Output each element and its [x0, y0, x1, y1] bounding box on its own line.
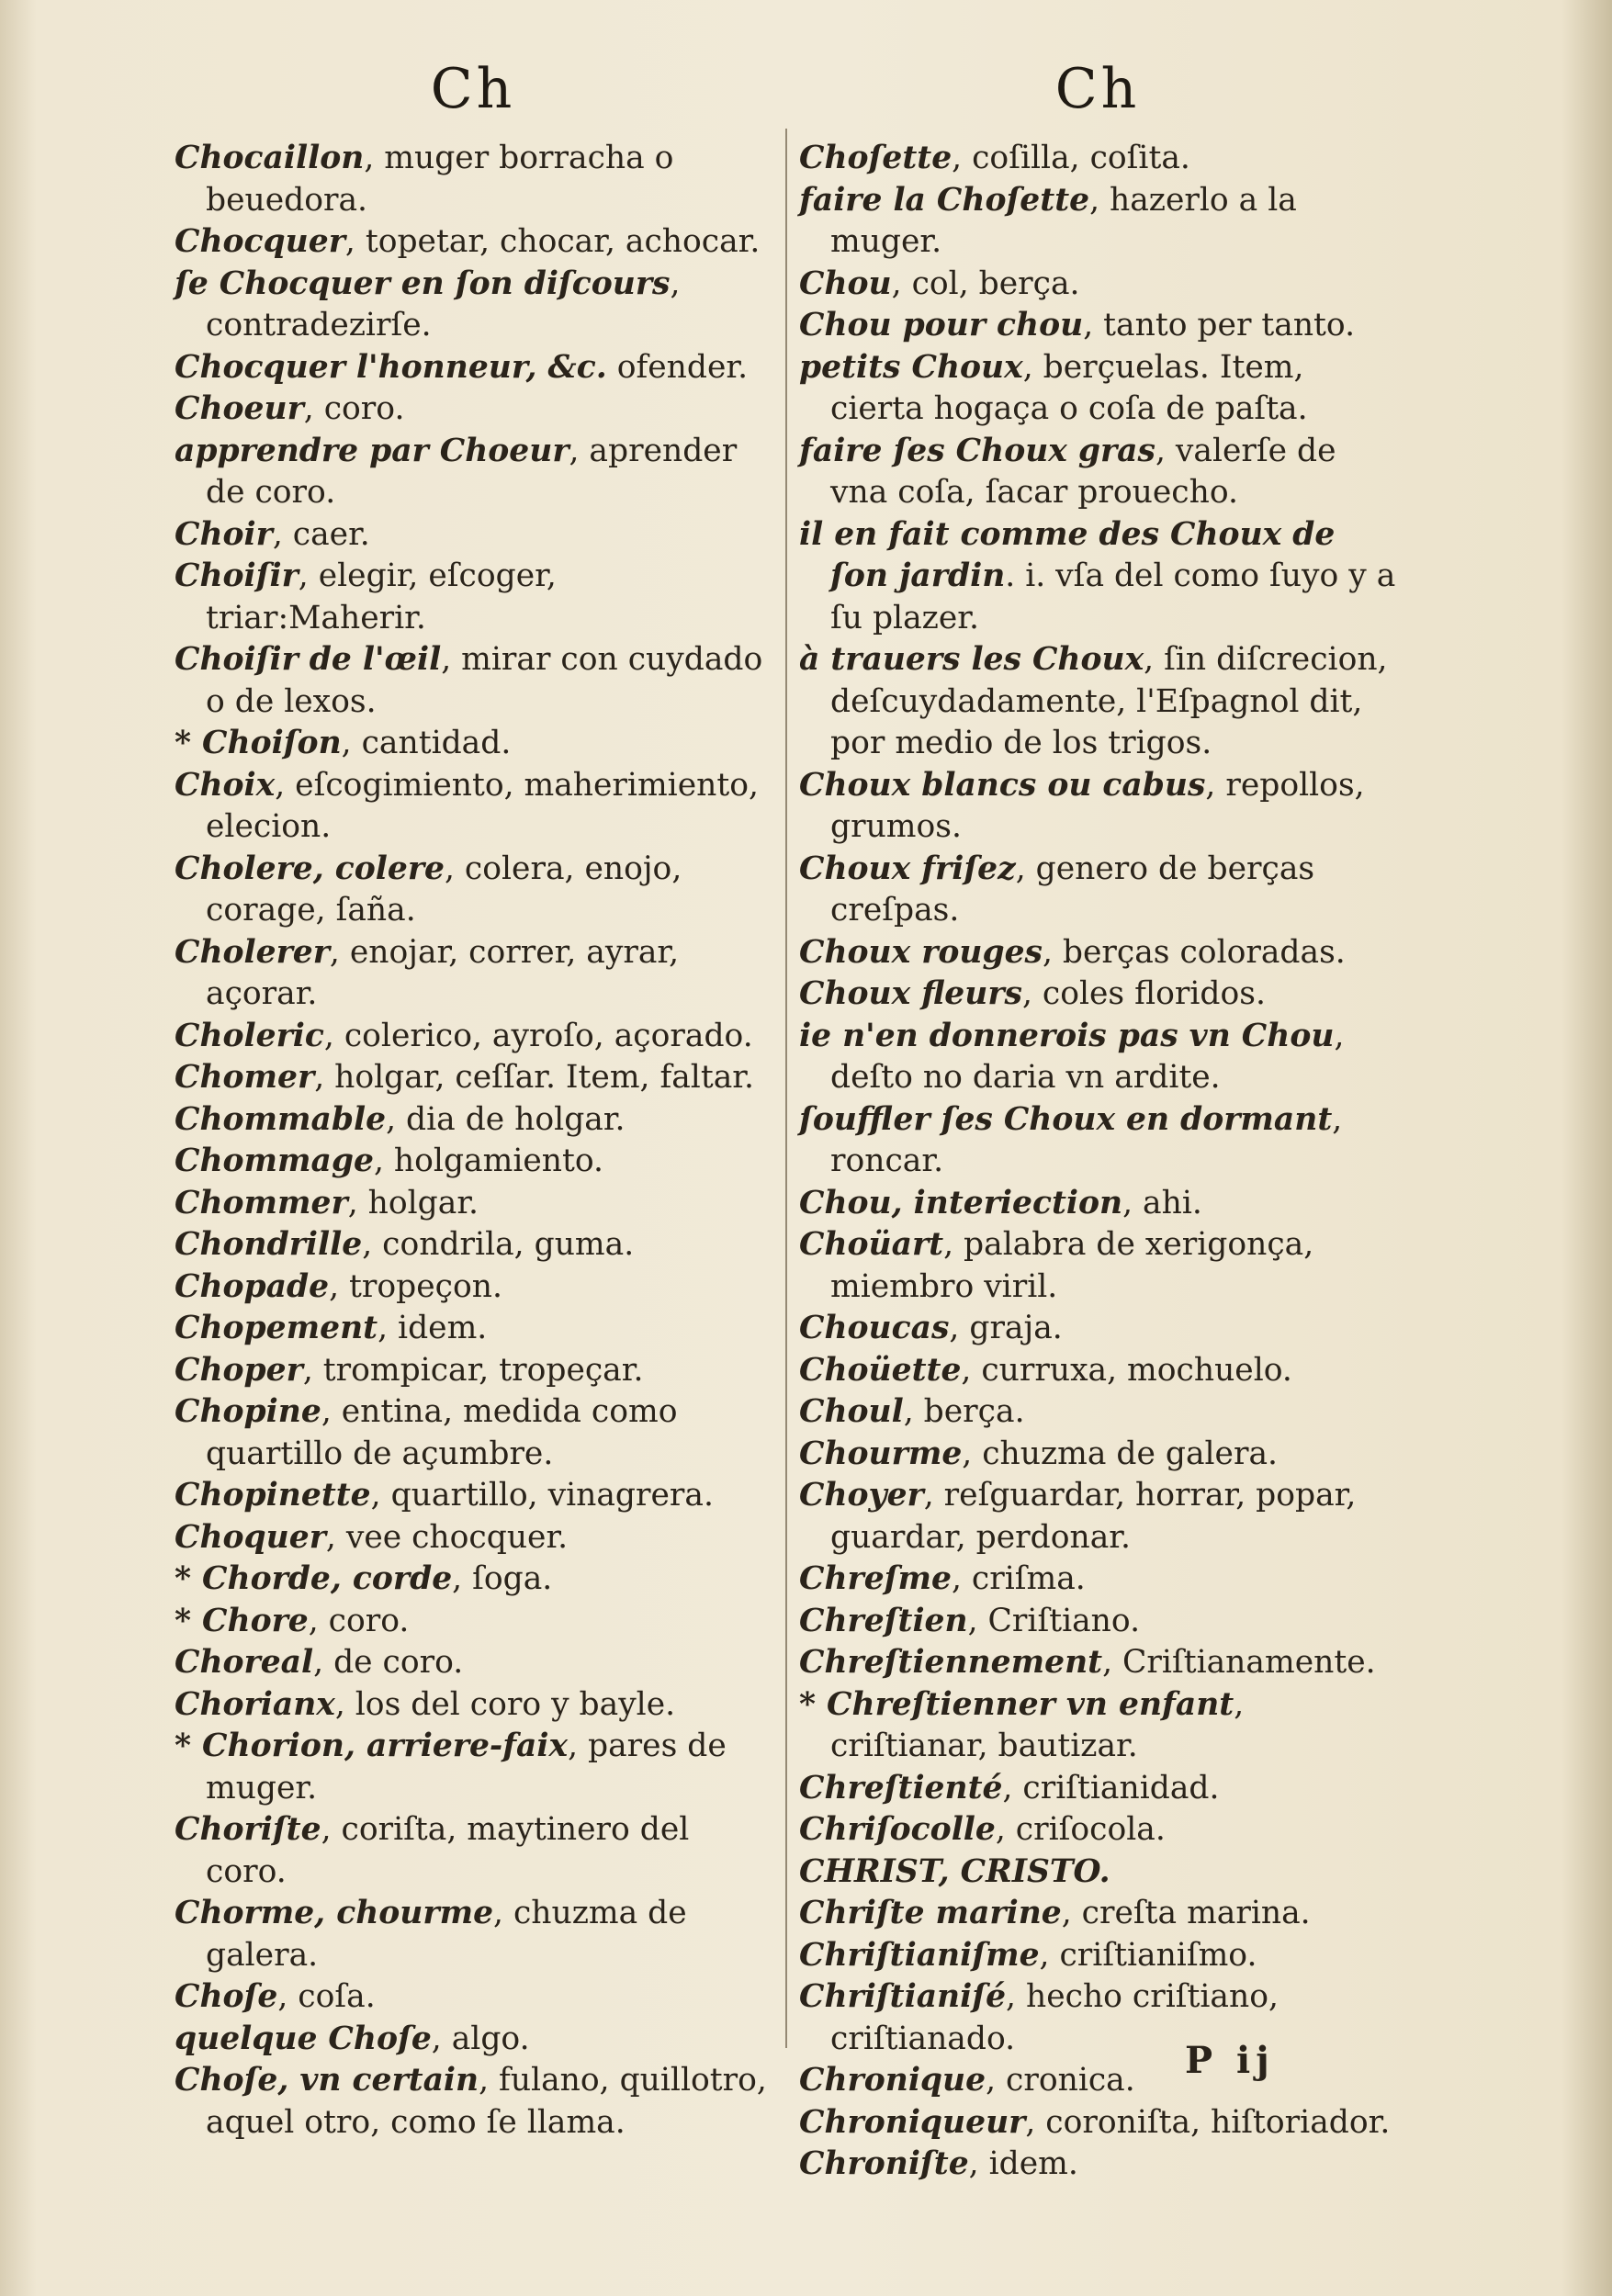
entry: faire ſes Choux gras, valerſe de vna coſa, ſacar prouecho. [799, 432, 1336, 511]
entry: Choper, trompicar, tropeçar. [175, 1351, 644, 1389]
entry: Chommage, holgamiento. [175, 1142, 603, 1179]
entry: Choleric, colerico, ayroſo, açorado. [175, 1017, 753, 1054]
entry: il en fait comme des Choux de ſon jardin. i. vſa del como ſuyo y a ſu plazer. [799, 515, 1396, 636]
entry: Chommer, holgar. [175, 1184, 479, 1221]
entry: Choſe, vn certain, fulano, quillotro, aquel otro, como ſe llama. [175, 2062, 767, 2141]
entry: à trauers les Choux, ſin diſcrecion, deſcuydadamente, l'Eſpagnol dit, por medio de los trigos. [799, 641, 1388, 761]
right-column [799, 138, 1396, 2186]
entry: ie n'en donnerois pas vn Chou, deſto no daria vn ardite. [799, 1017, 1345, 1096]
entry: Choſette, coſilla, coſita. [799, 140, 1190, 176]
entry: Chondrille, condrila, guma. [175, 1226, 635, 1263]
entry: Cholere, colere, colera, enojo, corage, ſaña. [175, 850, 682, 929]
entry: Chopinette, quartillo, vinagrera. [175, 1477, 714, 1514]
entry: * Choiſon, cantidad. [175, 725, 512, 761]
entry: Chopine, entina, medida como quartillo de açumbre. [175, 1393, 678, 1472]
entry: Choüette, curruxa, mochuelo. [799, 1351, 1292, 1389]
entry: Choeur, coro. [175, 390, 405, 427]
entry: Choux rouges, berças coloradas. [799, 933, 1346, 971]
entry: Chommable, dia de holgar. [175, 1100, 626, 1138]
entry: Chorianx, los del coro y bayle. [175, 1685, 676, 1723]
entry: Chocquer, topetar, chocar, achocar. [175, 223, 761, 260]
entry: petits Choux, berçuelas. Item, cierta hogaça o coſa de paſta. [799, 348, 1308, 427]
entry: ſouffler ſes Choux en dormant, roncar. [799, 1100, 1343, 1179]
entry: Chreſtien, Criſtiano. [799, 1602, 1141, 1639]
signature-mark: P ij [1185, 2039, 1275, 2082]
entry: Choquer, vee chocquer. [175, 1518, 569, 1556]
entry: Chreſme, criſma. [799, 1560, 1086, 1597]
entry: CHRIST, CRISTO. [799, 1852, 1110, 1890]
entry: Chriſtianiſme, criſtianiſmo. [799, 1936, 1257, 1974]
entry: Choſe, coſa. [175, 1978, 376, 2015]
entry: Choriſte, coriſta, maytinero del coro. [175, 1811, 690, 1890]
column-divider [785, 129, 787, 2048]
entry: Chou, col, berça. [799, 264, 1080, 302]
entry: Choix, eſcogimiento, maherimiento, elecion. [175, 766, 759, 845]
entry: Chou pour chou, tanto per tanto. [799, 307, 1356, 343]
entry: Chronique, cronica. [799, 2062, 1135, 2099]
entry: Chorme, chourme, chuzma de galera. [175, 1895, 687, 1974]
entry: Choucas, graja. [799, 1310, 1063, 1346]
entry: Chreſtienté, criſtianidad. [799, 1769, 1220, 1806]
entry: * Chreſtienner vn enfant, criſtianar, bautizar. [799, 1685, 1245, 1764]
entry: Chopade, tropeçon. [175, 1267, 502, 1305]
entry: Choux fleurs, coles floridos. [799, 975, 1266, 1012]
entry: Chourme, chuzma de galera. [799, 1435, 1279, 1472]
entry: Choyer, reſguardar, horrar, popar, guardar, perdonar. [799, 1477, 1357, 1556]
entry: ſe Chocquer en ſon diſcours, contradezirſe. [175, 264, 681, 343]
entry: Chomer, holgar, ceſſar. Item, faltar. [175, 1059, 754, 1096]
entry: Chriſte marine, creſta marina. [799, 1895, 1311, 1931]
entry: Choux friſez, genero de berças creſpas. [799, 850, 1315, 929]
entry: Choiſir, elegir, eſcoger, triar:Maherir. [175, 557, 557, 636]
left-column [175, 138, 772, 2144]
entry: * Chore, coro. [175, 1602, 410, 1639]
entry: apprendre par Choeur, aprender de coro. [175, 432, 738, 511]
entry: Chou, interiection, ahi. [799, 1184, 1202, 1221]
left-column-header: Ch [430, 57, 516, 121]
entry: Chriſtianiſé, hecho criſtiano, criſtianado. [799, 1978, 1279, 2057]
entry: Chriſocolle, criſocola. [799, 1811, 1166, 1848]
entry: Chopement, idem. [175, 1310, 488, 1346]
entry: Chocquer l'honneur, &c. ofender. [175, 348, 749, 386]
entry: Choir, caer. [175, 515, 370, 553]
entry: Chroniqueur, coroniſta, hiſtoriador. [799, 2103, 1391, 2141]
entry: Chreſtiennement, Criſtianamente. [799, 1644, 1376, 1681]
entry: quelque Choſe, algo. [175, 2020, 530, 2057]
entry: Choul, berça. [799, 1393, 1025, 1430]
entry: Cholerer, enojar, correr, ayrar, açorar. [175, 933, 680, 1012]
right-column-header: Ch [1054, 57, 1141, 121]
entry: Choiſir de l'œil, mirar con cuydado o de lexos. [175, 641, 763, 720]
entry: Choreal, de coro. [175, 1644, 464, 1681]
entry: Chocaillon, muger borracha o beuedora. [175, 140, 674, 219]
entry: * Chorde, corde, ſoga. [175, 1560, 553, 1597]
entry: Chroniſte, idem. [799, 2145, 1078, 2182]
entry: Choux blancs ou cabus, repollos, grumos. [799, 766, 1365, 845]
entry: * Chorion, arriere-faix, pares de muger. [175, 1728, 727, 1806]
entry: Choüart, palabra de xerigonça, miembro viril. [799, 1226, 1314, 1305]
entry: faire la Choſette, hazerlo a la muger. [799, 181, 1297, 260]
